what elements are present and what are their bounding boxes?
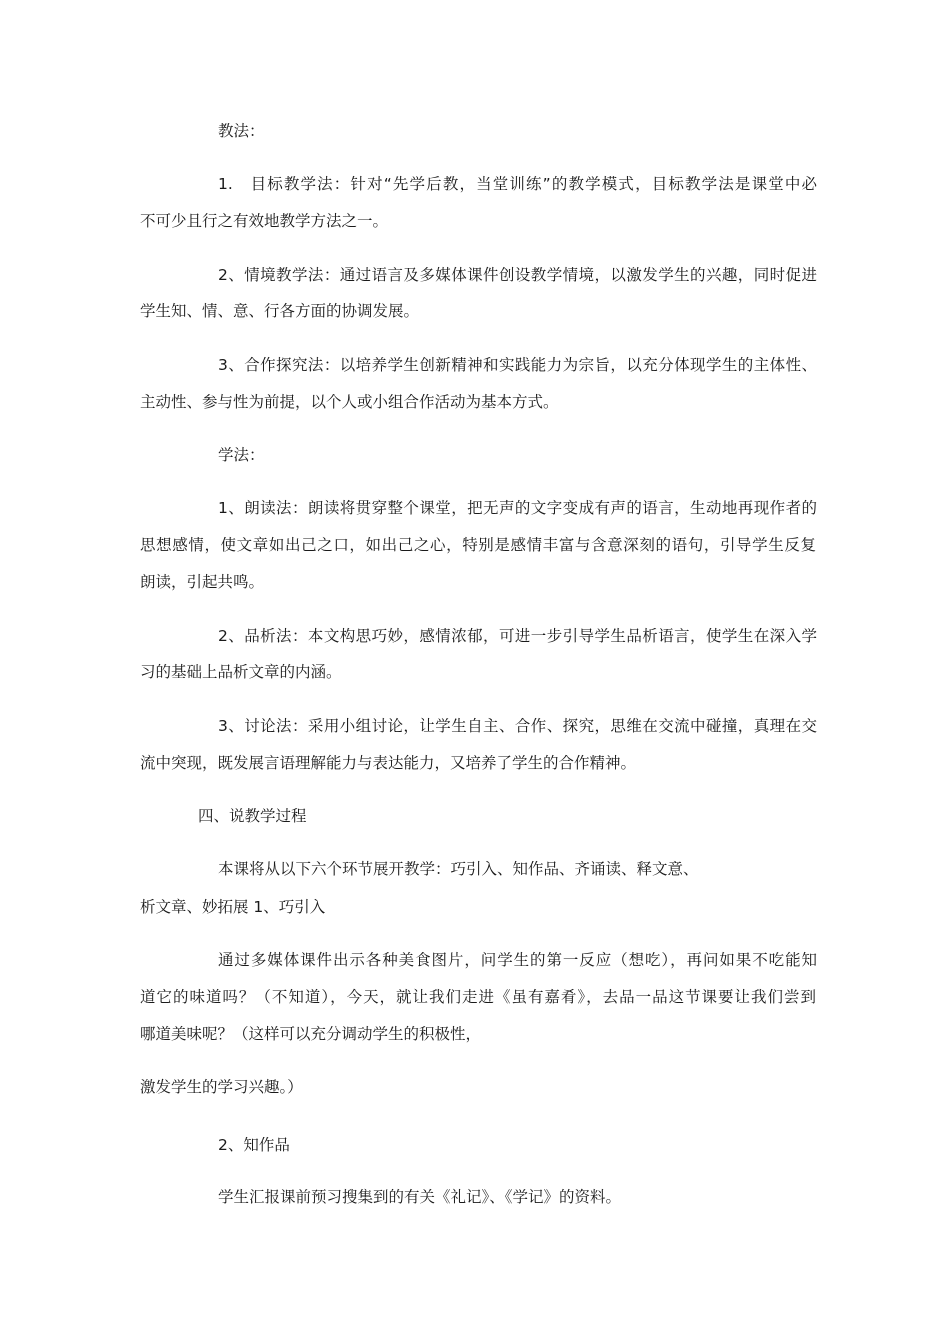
learning-method-2-line1: 2、品析法：本文构思巧妙，感情浓郁，可进一步引导学生品析语言，使学生在深入学: [218, 627, 817, 645]
learning-method-1-line2: 思想感情，使文章如出己之口，如出己之心，特别是感情丰富与含意深刻的语句，引导学生反复: [140, 536, 816, 554]
step-2-text: 学生汇报课前预习搜集到的有关《礼记》、《学记》的资料。: [218, 1188, 622, 1206]
teaching-method-3-line1: 3、合作探究法：以培养学生创新精神和实践能力为宗旨，以充分体现学生的主体性、: [218, 356, 817, 374]
learning-method-heading: 学法：: [218, 446, 265, 464]
learning-method-1-line1: 1、朗读法：朗读将贯穿整个课堂，把无声的文字变成有声的语言，生动地再现作者的: [218, 499, 817, 517]
teaching-method-2-line1: 2、情境教学法：通过语言及多媒体课件创设教学情境，以激发学生的兴趣，同时促进: [218, 266, 817, 284]
lead-in-line1: 通过多媒体课件出示各种美食图片，问学生的第一反应（想吃），再问如果不吃能知: [218, 951, 817, 969]
lead-in-line4: 激发学生的学习兴趣。）: [140, 1078, 303, 1096]
lead-in-line3: 哪道美味呢？（这样可以充分调动学生的积极性，: [140, 1025, 482, 1043]
teaching-method-heading: 教法：: [218, 122, 265, 140]
learning-method-3-line1: 3、讨论法：采用小组讨论，让学生自主、合作、探究，思维在交流中碰撞，真理在交: [218, 717, 817, 735]
learning-method-2-line2: 习的基础上品析文章的内涵。: [140, 663, 342, 681]
teaching-method-2-line2: 学生知、情、意、行各方面的协调发展。: [140, 302, 420, 320]
teaching-method-1-line2: 不可少且行之有效地教学方法之一。: [140, 212, 389, 230]
process-intro-line2: 析文章、妙拓展 1、巧引入: [140, 898, 326, 916]
learning-method-3-line2: 流中突现，既发展言语理解能力与表达能力，又培养了学生的合作精神。: [140, 754, 637, 772]
process-intro-line1: 本课将从以下六个环节展开教学：巧引入、知作品、齐诵读、释文意、: [218, 860, 699, 878]
step-2-heading: 2、知作品: [218, 1136, 290, 1154]
section-4-heading: 四、说教学过程: [198, 807, 307, 825]
teaching-method-3-line2: 主动性、参与性为前提，以个人或小组合作活动为基本方式。: [140, 393, 559, 411]
learning-method-1-line3: 朗读，引起共鸣。: [140, 573, 265, 591]
teaching-method-1-line1: 1. 目标教学法：针对“先学后教，当堂训练”的教学模式，目标教学法是课堂中必: [218, 175, 817, 193]
lead-in-line2: 道它的味道吗？（不知道），今天，就让我们走进《虽有嘉肴》，去品一品这节课要让我们尝到: [140, 988, 816, 1006]
